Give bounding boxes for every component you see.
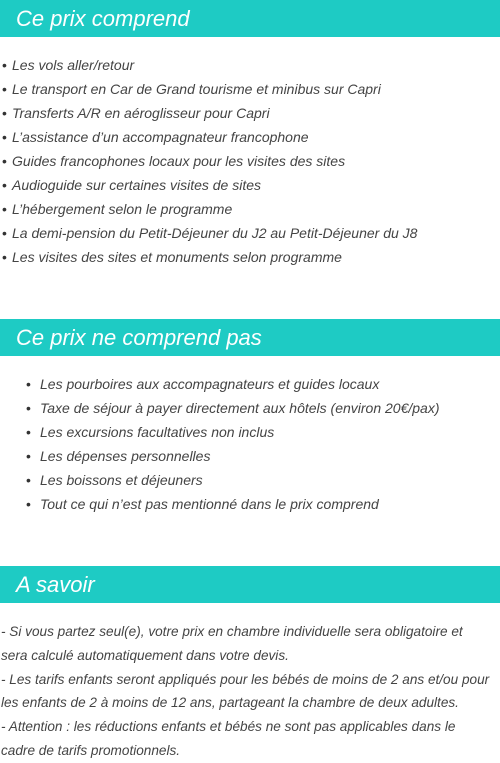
bullet-icon: • xyxy=(26,496,31,512)
list-item xyxy=(2,77,417,101)
list-item-text: Le transport en Car de Grand tourisme et minibus sur Capri xyxy=(12,81,381,97)
text-line: - Si vous partez seul(e), votre prix en chambre individuelle sera obligatoire et xyxy=(1,624,463,639)
section-header-not-included xyxy=(0,319,500,356)
section-header-good-to-know xyxy=(0,566,500,603)
list-item xyxy=(2,197,417,221)
text-line: les enfants de 2 à moins de 12 ans, partageant la chambre de deux adultes. xyxy=(1,695,459,711)
list-item xyxy=(26,468,440,492)
list-item-text: Les boissons et déjeuners xyxy=(40,472,203,488)
section-title-not-included: Ce prix ne comprend pas xyxy=(16,325,262,350)
list-item-text: L’assistance d’un accompagnateur francophone xyxy=(12,129,309,145)
text-line: - Les tarifs enfants seront appliqués pour les bébés de moins de 2 ans et/ou pour xyxy=(1,671,490,687)
list-item xyxy=(2,173,417,197)
list-item xyxy=(2,149,417,173)
bullet-icon: • xyxy=(2,81,7,97)
bullet-icon: • xyxy=(2,177,7,193)
bullet-icon: • xyxy=(2,105,7,121)
list-item xyxy=(2,53,417,77)
list-item-text: Les dépenses personnelles xyxy=(40,448,211,464)
text-line: - Attention : les réductions enfants et bébés ne sont pas applicables dans le xyxy=(1,719,456,735)
list-item-text: Tout ce qui n’est pas mentionné dans le prix comprend xyxy=(40,496,379,512)
list-item-text: La demi-pension du Petit-Déjeuner du J2 au Petit-Déjeuner du J8 xyxy=(12,225,418,241)
bullet-icon: • xyxy=(2,249,7,265)
not-included-list xyxy=(26,372,440,516)
text-line: sera calculé automatiquement dans votre devis. xyxy=(1,647,289,663)
bullet-icon: • xyxy=(26,448,31,464)
list-item xyxy=(26,444,440,468)
list-item-text: Guides francophones locaux pour les visites des sites xyxy=(12,153,346,169)
list-item xyxy=(26,492,440,516)
bullet-icon: • xyxy=(26,376,31,392)
section-title-included: Ce prix comprend xyxy=(16,6,190,31)
bullet-icon: • xyxy=(2,153,7,169)
bullet-icon: • xyxy=(26,424,31,440)
list-item xyxy=(2,221,417,245)
bullet-icon: • xyxy=(26,472,31,488)
list-item xyxy=(26,372,440,396)
bullet-icon: • xyxy=(2,225,7,241)
list-item-text: Audioguide sur certaines visites de sites xyxy=(12,177,262,193)
list-item-text: Les vols aller/retour xyxy=(12,57,135,73)
list-item xyxy=(26,396,440,420)
list-item-text: Les excursions facultatives non inclus xyxy=(40,424,275,440)
section-title-good-to-know: A savoir xyxy=(16,572,95,597)
list-item xyxy=(2,101,417,125)
bullet-icon: • xyxy=(2,201,7,217)
list-item-text: Les pourboires aux accompagnateurs et guides locaux xyxy=(40,376,380,392)
included-list xyxy=(2,53,417,269)
list-item-text: Les visites des sites et monuments selon programme xyxy=(12,249,342,265)
text-line: cadre de tarifs promotionnels. xyxy=(1,742,181,758)
list-item xyxy=(26,420,440,444)
section-header-included xyxy=(0,0,500,37)
list-item xyxy=(2,245,417,269)
bullet-icon: • xyxy=(2,57,7,73)
bullet-icon: • xyxy=(26,400,31,416)
bullet-icon: • xyxy=(2,129,7,145)
list-item-text: Transferts A/R en aéroglisseur pour Capri xyxy=(12,105,270,121)
list-item-text: L’hébergement selon le programme xyxy=(12,201,233,217)
list-item-text: Taxe de séjour à payer directement aux hôtels (environ 20€/pax) xyxy=(40,400,440,416)
good-to-know-text xyxy=(1,620,500,763)
list-item xyxy=(2,125,417,149)
